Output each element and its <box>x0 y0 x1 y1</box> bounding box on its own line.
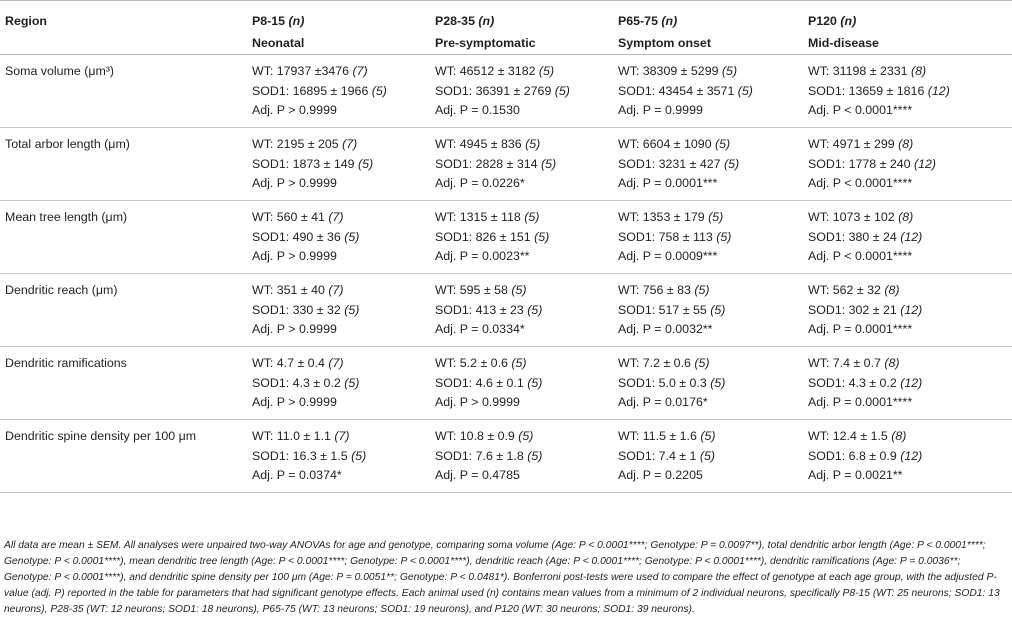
sod1-n: (5) <box>344 375 360 390</box>
sod1-mean-sem: SOD1: 7.6 ± 1.8 <box>435 448 528 463</box>
sod1-mean-sem: SOD1: 5.0 ± 0.3 <box>618 375 711 390</box>
adjusted-p-value: Adj. P = 0.0001**** <box>808 395 913 409</box>
table-row <box>0 420 1012 493</box>
sod1-mean-sem: SOD1: 2828 ± 314 <box>435 156 541 171</box>
sod1-value <box>618 301 803 321</box>
value-cell <box>247 55 430 128</box>
sod1-value <box>252 82 430 102</box>
wt-mean-sem: WT: 562 ± 32 <box>808 283 885 297</box>
value-cell <box>613 420 803 493</box>
sod1-value <box>808 228 1012 248</box>
wt-value <box>252 281 430 301</box>
sod1-value <box>618 228 803 248</box>
wt-mean-sem: WT: 38309 ± 5299 <box>618 64 722 78</box>
sod1-n: (5) <box>527 448 543 463</box>
wt-value <box>618 427 803 447</box>
region-cell <box>0 274 247 347</box>
sod1-value <box>435 228 613 248</box>
wt-mean-sem: WT: 1073 ± 102 <box>808 210 899 224</box>
adjusted-p-value: Adj. P = 0.2205 <box>618 468 703 482</box>
wt-value <box>618 281 803 301</box>
header-col-p28-35: P28-35 (n) Pre-symptomatic <box>430 1 613 55</box>
wt-value <box>435 135 613 155</box>
sod1-n: (12) <box>900 375 923 390</box>
adjusted-p-value: Adj. P > 0.9999 <box>252 395 337 409</box>
sod1-value <box>808 82 1012 102</box>
wt-mean-sem: WT: 1353 ± 179 <box>618 210 709 224</box>
wt-mean-sem: WT: 1315 ± 118 <box>435 210 525 224</box>
wt-mean-sem: WT: 595 ± 58 <box>435 283 512 297</box>
wt-mean-sem: WT: 46512 ± 3182 <box>435 64 539 78</box>
wt-value <box>252 62 430 82</box>
adjusted-p-value: Adj. P = 0.4785 <box>435 468 520 482</box>
sod1-n: (12) <box>900 302 923 317</box>
adjusted-p-value: Adj. P = 0.0374* <box>252 468 342 482</box>
wt-n: (5) <box>715 137 731 151</box>
sod1-n: (5) <box>554 83 570 98</box>
wt-n: (5) <box>708 210 724 224</box>
wt-n: (8) <box>891 429 907 443</box>
wt-value <box>808 208 1012 228</box>
adjusted-p-value: Adj. P = 0.0021** <box>808 468 903 482</box>
wt-mean-sem: WT: 6604 ± 1090 <box>618 137 716 151</box>
region-label: Mean tree length (μm) <box>5 210 128 224</box>
region-cell <box>0 55 247 128</box>
wt-n: (5) <box>511 283 527 297</box>
sod1-mean-sem: SOD1: 43454 ± 3571 <box>618 83 738 98</box>
sod1-value <box>435 374 613 394</box>
header-col-p8-15: P8-15 (n) Neonatal <box>247 1 430 55</box>
sod1-n: (5) <box>737 83 753 98</box>
value-cell <box>613 201 803 274</box>
sod1-value <box>808 155 1012 175</box>
wt-value <box>618 208 803 228</box>
sod1-n: (5) <box>534 229 550 244</box>
sod1-n: (12) <box>914 156 937 171</box>
wt-mean-sem: WT: 351 ± 40 <box>252 283 329 297</box>
wt-mean-sem: WT: 7.2 ± 0.6 <box>618 356 695 370</box>
wt-value <box>808 62 1012 82</box>
sod1-mean-sem: SOD1: 302 ± 21 <box>808 302 901 317</box>
sod1-n: (5) <box>344 302 360 317</box>
sod1-value <box>252 155 430 175</box>
adjusted-p-value: Adj. P > 0.9999 <box>435 395 520 409</box>
adjusted-p-value: Adj. P = 0.0334* <box>435 322 525 336</box>
sod1-value <box>618 82 803 102</box>
wt-value <box>435 354 613 374</box>
wt-value <box>618 135 803 155</box>
sod1-mean-sem: SOD1: 1778 ± 240 <box>808 156 914 171</box>
sod1-value <box>808 301 1012 321</box>
wt-n: (7) <box>334 429 350 443</box>
sod1-n: (5) <box>358 156 374 171</box>
sod1-mean-sem: SOD1: 16895 ± 1966 <box>252 83 372 98</box>
wt-mean-sem: WT: 4945 ± 836 <box>435 137 526 151</box>
sod1-value <box>252 228 430 248</box>
wt-value <box>618 354 803 374</box>
adjusted-p-value: Adj. P = 0.0009*** <box>618 249 718 263</box>
sod1-mean-sem: SOD1: 4.3 ± 0.2 <box>808 375 901 390</box>
adjusted-p-value: Adj. P > 0.9999 <box>252 176 337 190</box>
wt-n: (7) <box>328 283 344 297</box>
sod1-value <box>435 447 613 467</box>
region-label: Dendritic reach (μm) <box>5 283 118 297</box>
wt-n: (8) <box>884 356 900 370</box>
value-cell <box>430 55 613 128</box>
value-cell <box>247 201 430 274</box>
sod1-value <box>435 82 613 102</box>
value-cell <box>430 128 613 201</box>
region-cell <box>0 347 247 420</box>
wt-value <box>435 427 613 447</box>
value-cell <box>247 347 430 420</box>
table-row <box>0 201 1012 274</box>
adjusted-p-value: Adj. P = 0.0176* <box>618 395 708 409</box>
region-cell <box>0 128 247 201</box>
sod1-value <box>252 374 430 394</box>
adjusted-p-value: Adj. P > 0.9999 <box>252 103 337 117</box>
wt-n: (5) <box>511 356 527 370</box>
value-cell <box>613 128 803 201</box>
wt-n: (5) <box>538 64 555 78</box>
wt-mean-sem: WT: 7.4 ± 0.7 <box>808 356 885 370</box>
wt-n: (5) <box>524 210 540 224</box>
sod1-value <box>618 447 803 467</box>
sod1-mean-sem: SOD1: 4.6 ± 0.1 <box>435 375 528 390</box>
wt-value <box>252 427 430 447</box>
sod1-mean-sem: SOD1: 7.4 ± 1 <box>618 448 700 463</box>
value-cell <box>247 274 430 347</box>
region-label: Total arbor length (μm) <box>5 137 130 151</box>
region-label: Dendritic spine density per 100 μm <box>5 429 197 443</box>
wt-value <box>808 427 1012 447</box>
wt-mean-sem: WT: 756 ± 83 <box>618 283 695 297</box>
sod1-n: (5) <box>716 229 732 244</box>
wt-value <box>252 354 430 374</box>
sod1-n: (5) <box>541 156 557 171</box>
value-cell <box>430 420 613 493</box>
wt-n: (5) <box>518 429 534 443</box>
wt-n: (7) <box>352 64 368 78</box>
table-footnote: All data are mean ± SEM. All analyses were unpaired two-way ANOVAs for age and genotype, comparing soma volume (Age: P < 0.0001****; Genotype: P = 0.0097**), total dendritic arbor length (Age: P < 0.0001****; Genotype: P < 0.0001****), mean dendritic tree length (Age: P < 0.0001****; Genotype: P < 0.0001****), dendritic reach (Age: P < 0.0001****; Genotype: P < 0.0001****), dendritic ramifications (Age: P = 0.0036**; Genotype: P < 0.0001****), and dendritic spine density per 100 μm (Age: P = 0.0051**; Genotype: P < 0.0481*). Bonferroni post-tests were used to compare the effect of genotype at each age group, with the adjusted P-value (adj. P) reported in the table for parameters that had significant genotype effects. Each animal used (n) contains mean values from a minimum of 2 individual neurons, specifically P8-15 (WT: 25 neurons; SOD1: 13 neurons), P28-35 (WT: 12 neurons; SOD1: 18 neurons), P65-75 (WT: 13 neurons; SOD1: 19 neurons), and P120 (WT: 30 neurons; SOD1: 39 neurons). <box>4 540 1000 616</box>
wt-mean-sem: WT: 11.5 ± 1.6 <box>618 429 701 443</box>
wt-mean-sem: WT: 4971 ± 299 <box>808 137 899 151</box>
adjusted-p-value: Adj. P < 0.0001**** <box>808 103 913 117</box>
sod1-mean-sem: SOD1: 490 ± 36 <box>252 229 345 244</box>
value-cell <box>430 274 613 347</box>
value-cell <box>430 347 613 420</box>
adjusted-p-value: Adj. P = 0.0023** <box>435 249 530 263</box>
wt-mean-sem: WT: 12.4 ± 1.5 <box>808 429 892 443</box>
region-label: Dendritic ramifications <box>5 356 127 370</box>
value-cell <box>613 274 803 347</box>
sod1-n: (5) <box>527 302 543 317</box>
sod1-value <box>618 374 803 394</box>
header-row <box>0 1 1012 55</box>
region-label: Soma volume (μm³) <box>5 64 115 78</box>
wt-n: (5) <box>700 429 716 443</box>
sod1-value <box>808 374 1012 394</box>
sod1-mean-sem: SOD1: 413 ± 23 <box>435 302 528 317</box>
sod1-value <box>252 301 430 321</box>
wt-value <box>252 135 430 155</box>
table-row <box>0 128 1012 201</box>
wt-n: (8) <box>911 64 927 78</box>
sod1-mean-sem: SOD1: 16.3 ± 1.5 <box>252 448 352 463</box>
wt-mean-sem: WT: 17937 ±3476 <box>252 64 353 78</box>
header-region: Region <box>0 1 247 55</box>
value-cell <box>803 274 1012 347</box>
sod1-n: (5) <box>710 375 726 390</box>
wt-value <box>435 281 613 301</box>
sod1-n: (5) <box>351 448 367 463</box>
sod1-n: (12) <box>900 448 923 463</box>
table-row <box>0 55 1012 128</box>
sod1-n: (5) <box>724 156 740 171</box>
wt-mean-sem: WT: 5.2 ± 0.6 <box>435 356 512 370</box>
wt-value <box>808 135 1012 155</box>
sod1-n: (5) <box>527 375 543 390</box>
sod1-mean-sem: SOD1: 6.8 ± 0.9 <box>808 448 901 463</box>
header-col-p65-75: P65-75 (n) Symptom onset <box>613 1 803 55</box>
sod1-mean-sem: SOD1: 3231 ± 427 <box>618 156 724 171</box>
sod1-n: (5) <box>344 229 360 244</box>
adjusted-p-value: Adj. P < 0.0001**** <box>808 249 913 263</box>
sod1-mean-sem: SOD1: 13659 ± 1816 <box>808 83 928 98</box>
sod1-value <box>618 155 803 175</box>
wt-n: (5) <box>525 137 541 151</box>
wt-n: (8) <box>898 137 914 151</box>
value-cell <box>803 55 1012 128</box>
wt-n: (5) <box>694 283 710 297</box>
wt-mean-sem: WT: 560 ± 41 <box>252 210 329 224</box>
adjusted-p-value: Adj. P = 0.0226* <box>435 176 525 190</box>
wt-value <box>808 354 1012 374</box>
adjusted-p-value: Adj. P = 0.0001*** <box>618 176 718 190</box>
adjusted-p-value: Adj. P < 0.0001**** <box>808 176 913 190</box>
region-cell <box>0 420 247 493</box>
sod1-mean-sem: SOD1: 517 ± 55 <box>618 302 711 317</box>
sod1-n: (5) <box>710 302 726 317</box>
value-cell <box>613 55 803 128</box>
sod1-value <box>808 447 1012 467</box>
value-cell <box>803 347 1012 420</box>
wt-n: (8) <box>898 210 914 224</box>
wt-mean-sem: WT: 2195 ± 205 <box>252 137 343 151</box>
wt-n: (8) <box>884 283 900 297</box>
wt-n: (5) <box>721 64 738 78</box>
wt-mean-sem: WT: 31198 ± 2331 <box>808 64 912 78</box>
wt-n: (7) <box>342 137 358 151</box>
wt-n: (7) <box>328 210 344 224</box>
value-cell <box>803 201 1012 274</box>
wt-n: (5) <box>694 356 710 370</box>
sod1-mean-sem: SOD1: 4.3 ± 0.2 <box>252 375 345 390</box>
wt-value <box>252 208 430 228</box>
value-cell <box>803 128 1012 201</box>
sod1-value <box>435 155 613 175</box>
sod1-mean-sem: SOD1: 330 ± 32 <box>252 302 345 317</box>
sod1-n: (5) <box>371 83 387 98</box>
wt-mean-sem: WT: 4.7 ± 0.4 <box>252 356 329 370</box>
wt-mean-sem: WT: 11.0 ± 1.1 <box>252 429 335 443</box>
wt-value <box>808 281 1012 301</box>
table-row <box>0 347 1012 420</box>
adjusted-p-value: Adj. P = 0.1530 <box>435 103 520 117</box>
sod1-mean-sem: SOD1: 1873 ± 149 <box>252 156 358 171</box>
adjusted-p-value: Adj. P > 0.9999 <box>252 249 337 263</box>
value-cell <box>430 201 613 274</box>
sod1-mean-sem: SOD1: 36391 ± 2769 <box>435 83 555 98</box>
wt-n: (7) <box>328 356 344 370</box>
sod1-mean-sem: SOD1: 380 ± 24 <box>808 229 901 244</box>
value-cell <box>803 420 1012 493</box>
wt-mean-sem: WT: 10.8 ± 0.9 <box>435 429 519 443</box>
sod1-n: (12) <box>900 229 923 244</box>
adjusted-p-value: Adj. P = 0.0032** <box>618 322 713 336</box>
adjusted-p-value: Adj. P = 0.0001**** <box>808 322 913 336</box>
header-col-p120: P120 (n) Mid-disease <box>803 1 1012 55</box>
sod1-mean-sem: SOD1: 826 ± 151 <box>435 229 535 244</box>
table-row <box>0 274 1012 347</box>
wt-value <box>435 208 613 228</box>
adjusted-p-value: Adj. P = 0.9999 <box>618 103 703 117</box>
sod1-mean-sem: SOD1: 758 ± 113 <box>618 229 717 244</box>
sod1-n: (5) <box>699 448 716 463</box>
sod1-value <box>435 301 613 321</box>
value-cell <box>247 420 430 493</box>
wt-value <box>618 62 803 82</box>
wt-value <box>435 62 613 82</box>
region-cell <box>0 201 247 274</box>
value-cell <box>247 128 430 201</box>
sod1-value <box>252 447 430 467</box>
sod1-n: (12) <box>927 83 950 98</box>
adjusted-p-value: Adj. P > 0.9999 <box>252 322 337 336</box>
value-cell <box>613 347 803 420</box>
